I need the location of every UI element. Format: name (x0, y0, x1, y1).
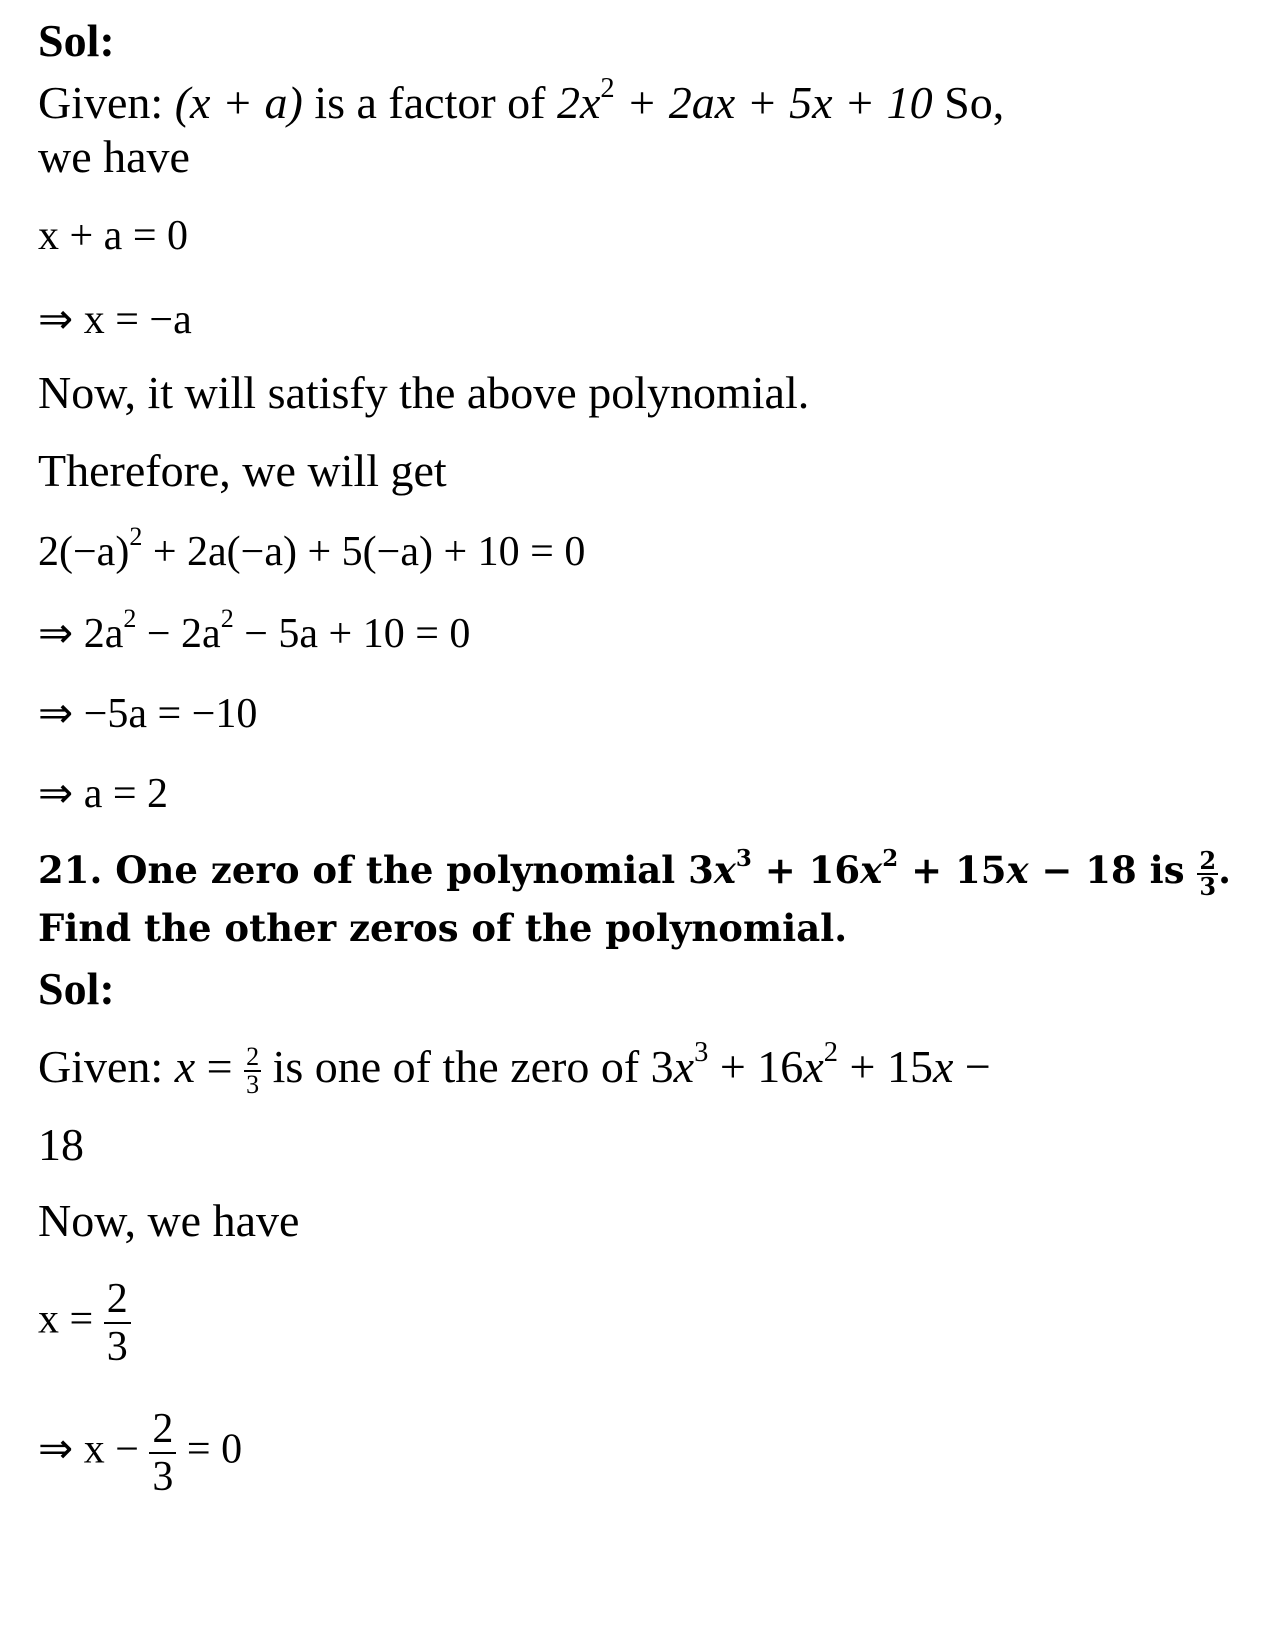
q21-mid1: + 16 (751, 848, 861, 892)
given-mid-q21: is one of the zero of 3 (261, 1041, 674, 1092)
given-x1: x (673, 1041, 695, 1092)
eq2-fraction-numerator: 2 (149, 1406, 176, 1454)
sol-label-q21: Sol: (38, 963, 115, 1014)
eq2-rhs-q21: = 0 (176, 1426, 243, 1473)
eq1-fraction-numerator: 2 (104, 1276, 131, 1324)
given-label: Given: (38, 77, 175, 128)
now-line-q21: Now, we have (38, 1195, 300, 1246)
eq1-fraction-q21 (104, 1276, 131, 1370)
eq2-lhs-q21: ⇒ x − (38, 1426, 150, 1473)
question-21-line-1 (38, 844, 1232, 901)
q21-mid3: − 18 is (1028, 848, 1198, 892)
poly-term-1: 2x (556, 77, 601, 128)
q21-fraction (1197, 845, 1218, 901)
q21-exp1: 3 (735, 844, 752, 872)
q21-fraction-numerator: 2 (1199, 845, 1217, 875)
q21-prefix: 21. One zero of the polynomial 3 (38, 848, 714, 892)
given-x2: x (803, 1041, 824, 1092)
given-x: x (174, 1041, 196, 1092)
given-line-q21 (38, 1036, 991, 1100)
q21-fraction-denominator: 3 (1199, 871, 1217, 901)
given-line-q20 (38, 72, 1005, 129)
given-exp1: 3 (694, 1036, 709, 1068)
eq4-exponent-1: 2 (123, 604, 137, 634)
given-fraction-numerator: 2 (246, 1042, 260, 1072)
given-label-q21: Given: (38, 1041, 175, 1092)
q21-x3: x (1006, 848, 1029, 892)
given-exp2: 2 (823, 1036, 838, 1068)
eq4-part-a: ⇒ 2a (38, 611, 124, 657)
eq1-lhs-q21: x = (38, 1296, 104, 1343)
q21-exp2: 2 (882, 844, 899, 872)
given-p2: + 16 (708, 1041, 804, 1092)
given-tail: So, (932, 77, 1005, 128)
eq1-fraction-denominator: 3 (106, 1324, 128, 1370)
given-equals: = (195, 1041, 245, 1092)
poly-exponent: 2 (600, 72, 615, 104)
equation-5-q20: ⇒ −5a = −10 (38, 691, 258, 737)
eq2-fraction-q21 (149, 1406, 176, 1500)
eq4-part-c: − 5a + 10 = 0 (233, 611, 471, 657)
given-mid-text: is a factor of (302, 77, 557, 128)
given-line-2-q20: we have (38, 131, 190, 182)
given-fraction-denominator: 3 (246, 1070, 260, 1100)
eq2-fraction-denominator: 3 (152, 1454, 174, 1500)
equation-3-q20 (38, 522, 586, 576)
q21-mid2: + 15 (898, 848, 1007, 892)
eq3-part-a: 2(−a) (38, 529, 130, 575)
equation-1-q21 (38, 1276, 131, 1370)
factor-expression: (x + a) (174, 77, 303, 128)
given-line-2-q21: 18 (38, 1119, 84, 1170)
given-fraction (244, 1044, 261, 1098)
therefore-line-q20: Therefore, we will get (38, 445, 447, 496)
q21-x1: x (713, 848, 736, 892)
eq3-exponent: 2 (129, 522, 143, 552)
sol-label-q20: Sol: (38, 15, 115, 66)
poly-rest: + 2ax + 5x + 10 (614, 77, 933, 128)
given-p3: + 15 (838, 1041, 933, 1092)
q21-x2: x (860, 848, 883, 892)
now-line-q20: Now, it will satisfy the above polynomial. (38, 367, 810, 418)
equation-2-q21 (38, 1406, 242, 1500)
given-tail-q21: − (953, 1041, 991, 1092)
equation-1-q20: x + a = 0 (38, 213, 189, 259)
question-21-line-2: Find the other zeros of the polynomial. (38, 906, 848, 950)
given-x3: x (932, 1041, 954, 1092)
q21-period: . (1218, 848, 1232, 892)
equation-6-q20: ⇒ a = 2 (38, 771, 169, 817)
eq4-part-b: − 2a (136, 611, 221, 657)
equation-2-q20: ⇒ x = −a (38, 297, 192, 343)
eq3-part-b: + 2a(−a) + 5(−a) + 10 = 0 (142, 529, 586, 575)
eq4-exponent-2: 2 (220, 604, 234, 634)
equation-4-q20 (38, 604, 471, 658)
